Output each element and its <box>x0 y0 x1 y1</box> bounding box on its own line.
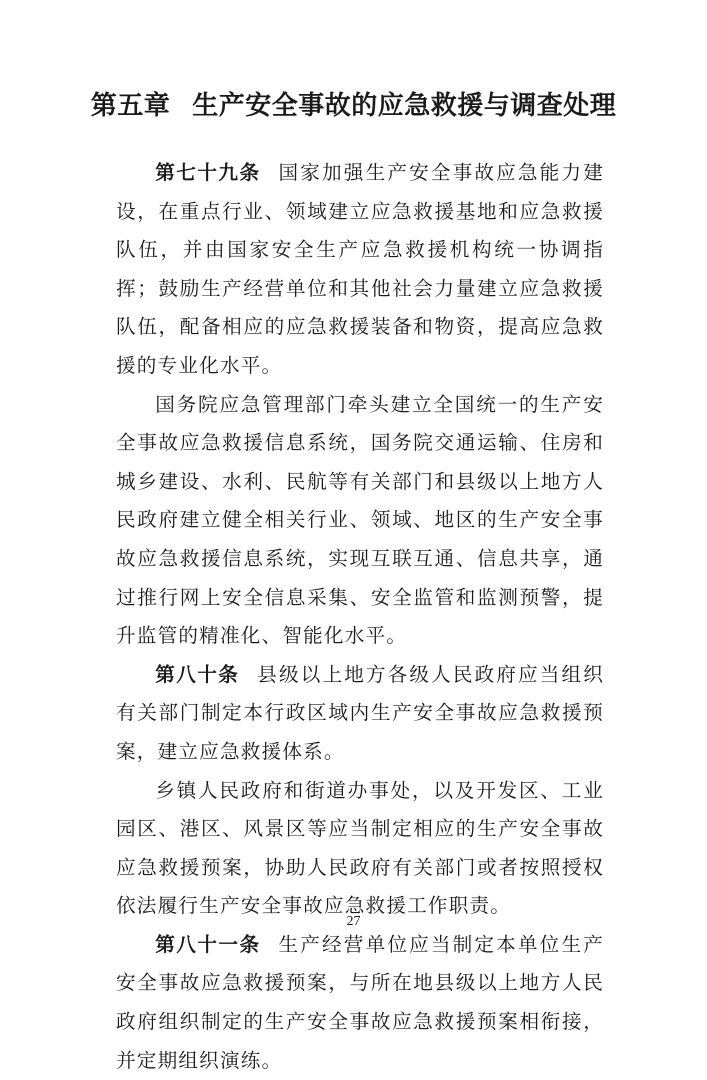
article-number: 第八十条 <box>155 662 240 686</box>
paragraph-text: 国务院应急管理部门牵头建立全国统一的生产安全事故应急救援信息系统，国务院交通运输、住房和城乡建设、水利、民航等有关部门和县级以上地方人民政府建立健全相关行业、领域、地区的生产安全事故应急救援信息系统，实现互联互通、信息共享，通过推行网上安全信息采集、安全监管和监测预警，提升监管的精准化、智能化水平。 <box>116 392 604 648</box>
paragraph <box>116 656 604 772</box>
paragraph <box>116 154 604 386</box>
article-number: 第八十一条 <box>155 932 261 956</box>
page-number: 27 <box>346 914 361 929</box>
paragraph <box>116 386 604 656</box>
chapter-title: 生产安全事故的应急救援与调查处理 <box>192 91 617 121</box>
paragraph <box>116 772 604 926</box>
paragraph-text: 生产经营单位应当制定本单位生产安全事故应急救援预案，与所在地县级以上地方人民政府组织制定的生产安全事故应急救援预案相衔接，并定期组织演练。 <box>116 932 605 1072</box>
article-number: 第七十九条 <box>155 161 261 184</box>
chapter-heading <box>0 85 707 122</box>
chapter-number: 第五章 <box>90 91 171 121</box>
paragraph-text: 县级以上地方各级人民政府应当组织有关部门制定本行政区域内生产安全事故应急救援预案，建立应急救援体系。 <box>116 662 604 763</box>
document-body <box>116 154 604 1080</box>
paragraph-text: 乡镇人民政府和街道办事处，以及开发区、工业园区、港区、风景区等应当制定相应的生产安全事故应急救援预案，协助人民政府有关部门或者按照授权依法履行生产安全事故应急救援工作职责。 <box>116 778 604 918</box>
paragraph <box>116 926 604 1080</box>
paragraph-text: 国家加强生产安全事故应急能力建设，在重点行业、领域建立应急救援基地和应急救援队伍，并由国家安全生产应急救援机构统一协调指挥；鼓励生产经营单位和其他社会力量建立应急救援队伍，配备相应的应急救援装备和物资，提高应急救援的专业化水平。 <box>116 161 605 377</box>
